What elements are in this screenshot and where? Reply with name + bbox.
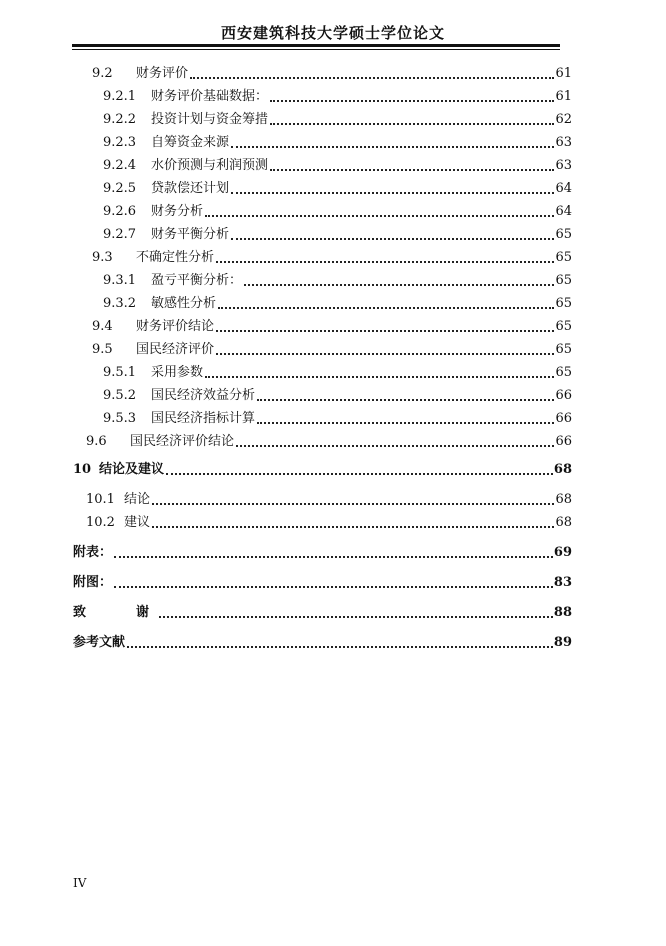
toc-leader	[231, 192, 554, 194]
toc-number: 9.2.6	[103, 204, 137, 219]
toc-leader	[257, 422, 554, 424]
toc-entry-9-2-5[interactable]	[0, 177, 666, 197]
toc-label: 盈亏平衡分析：	[151, 273, 243, 288]
toc-number: 9.3.2	[103, 296, 137, 311]
toc-leader	[236, 445, 554, 447]
toc-number: 9.6	[86, 434, 107, 449]
toc-number: 10.2	[86, 515, 115, 530]
toc-leader	[114, 586, 553, 588]
toc-label: 附图：	[73, 575, 113, 590]
toc-entry-9-3-1[interactable]	[0, 269, 666, 289]
toc-page: 69	[553, 545, 572, 560]
toc-number: 9.5	[92, 342, 113, 357]
toc-entry-9-2-1[interactable]	[0, 85, 666, 105]
toc-label: 附表：	[73, 545, 113, 560]
toc-label: 贷款偿还计划	[151, 181, 230, 196]
toc-entry-9-3[interactable]	[0, 246, 666, 266]
toc-leader	[244, 284, 554, 286]
toc-page: 65	[555, 296, 572, 311]
toc-label: 国民经济指标计算	[151, 411, 256, 426]
toc-label: 自筹资金来源	[151, 135, 230, 150]
toc-page: 83	[553, 575, 572, 590]
toc-page: 65	[555, 250, 572, 265]
toc-label: 建议	[124, 515, 151, 530]
toc-leader	[205, 215, 554, 217]
toc-leader	[270, 100, 554, 102]
toc-number: 9.5.2	[103, 388, 137, 403]
toc-entry-9-2-6[interactable]	[0, 200, 666, 220]
toc-page: 66	[555, 388, 572, 403]
toc-page: 68	[553, 462, 572, 477]
toc-leader	[216, 330, 554, 332]
toc-page: 89	[553, 635, 572, 650]
page-number: IV	[73, 876, 87, 890]
toc-entry-9-5-1[interactable]	[0, 361, 666, 381]
toc-entry-9-5-2[interactable]	[0, 384, 666, 404]
toc-entry-references[interactable]	[0, 631, 666, 651]
header-rule-thin	[72, 49, 560, 50]
toc-entry-10-2[interactable]	[0, 511, 666, 531]
toc-leader	[152, 503, 554, 505]
toc-leader	[127, 646, 553, 648]
toc-page: 61	[555, 89, 572, 104]
toc-entry-appendix-tables[interactable]	[0, 541, 666, 561]
toc-label: 国民经济评价结论	[130, 434, 235, 449]
toc-page: 66	[555, 411, 572, 426]
toc-label: 财务平衡分析	[151, 227, 230, 242]
toc-label: 国民经济效益分析	[151, 388, 256, 403]
toc-page: 65	[555, 365, 572, 380]
toc-number: 9.3	[92, 250, 113, 265]
toc-label: 致 谢	[73, 605, 158, 620]
toc-entry-9-6[interactable]	[0, 430, 666, 450]
toc-page: 64	[555, 181, 572, 196]
toc-number: 9.4	[92, 319, 113, 334]
toc-label: 结论	[124, 492, 151, 507]
toc-number: 9.2.2	[103, 112, 137, 127]
toc-page: 63	[555, 135, 572, 150]
toc-entry-9-2-4[interactable]	[0, 154, 666, 174]
toc-label: 不确定性分析	[136, 250, 215, 265]
toc-leader	[231, 146, 554, 148]
toc-label: 财务分析	[151, 204, 204, 219]
toc-page: 88	[553, 605, 572, 620]
toc-leader	[231, 238, 554, 240]
toc-page: 68	[555, 492, 572, 507]
toc-page: 66	[555, 434, 572, 449]
toc-page: 65	[555, 273, 572, 288]
toc-entry-9-5-3[interactable]	[0, 407, 666, 427]
toc-number: 9.3.1	[103, 273, 137, 288]
toc-number: 9.2.1	[103, 89, 137, 104]
toc-page: 65	[555, 227, 572, 242]
toc-label: 财务评价	[136, 66, 189, 81]
toc-entry-9-2-7[interactable]	[0, 223, 666, 243]
toc-label: 国民经济评价	[136, 342, 215, 357]
toc-label: 水价预测与利润预测	[151, 158, 269, 173]
toc-number: 9.2	[92, 66, 113, 81]
toc-number: 9.2.7	[103, 227, 137, 242]
toc-page: 61	[555, 66, 572, 81]
toc-leader	[190, 77, 554, 79]
toc-number: 9.2.5	[103, 181, 137, 196]
toc-number: 9.5.1	[103, 365, 137, 380]
toc-leader	[166, 473, 553, 475]
toc-label: 投资计划与资金筹措	[151, 112, 269, 127]
toc-label: 采用参数	[151, 365, 204, 380]
toc-entry-appendix-figures[interactable]	[0, 571, 666, 591]
header-rule	[72, 44, 560, 47]
toc-leader	[257, 399, 554, 401]
toc-page: 63	[555, 158, 572, 173]
toc-entry-9-2-2[interactable]	[0, 108, 666, 128]
toc-label: 财务评价基础数据：	[151, 89, 269, 104]
toc-page: 64	[555, 204, 572, 219]
toc-leader	[216, 261, 554, 263]
toc-page: 62	[555, 112, 572, 127]
toc-number: 9.5.3	[103, 411, 137, 426]
toc-label: 参考文献	[73, 635, 126, 650]
toc-entry-9-2-3[interactable]	[0, 131, 666, 151]
toc-number: 9.2.3	[103, 135, 137, 150]
toc-label: 财务评价结论	[136, 319, 215, 334]
toc-label: 敏感性分析	[151, 296, 217, 311]
toc-label: 结论及建议	[99, 462, 165, 477]
toc-page: 65	[555, 342, 572, 357]
toc-entry-10[interactable]	[0, 458, 666, 478]
toc-entry-9-4[interactable]	[0, 315, 666, 335]
toc-leader	[218, 307, 554, 309]
toc-entry-acknowledgements[interactable]	[0, 601, 666, 621]
toc-page: 65	[555, 319, 572, 334]
toc-leader	[152, 526, 554, 528]
toc-number: 10.1	[86, 492, 115, 507]
toc-leader	[159, 616, 553, 618]
toc-entry-10-1[interactable]	[0, 488, 666, 508]
document-title: 西安建筑科技大学硕士学位论文	[220, 24, 445, 42]
toc-entry-9-5[interactable]	[0, 338, 666, 358]
toc-leader	[205, 376, 554, 378]
toc-page: 68	[555, 515, 572, 530]
toc-entry-9-3-2[interactable]	[0, 292, 666, 312]
toc-leader	[114, 556, 553, 558]
toc-leader	[216, 353, 554, 355]
toc-leader	[270, 169, 554, 171]
toc-number: 10	[73, 462, 92, 477]
toc-entry-9-2[interactable]	[0, 62, 666, 82]
toc-leader	[270, 123, 554, 125]
toc-number: 9.2.4	[103, 158, 137, 173]
